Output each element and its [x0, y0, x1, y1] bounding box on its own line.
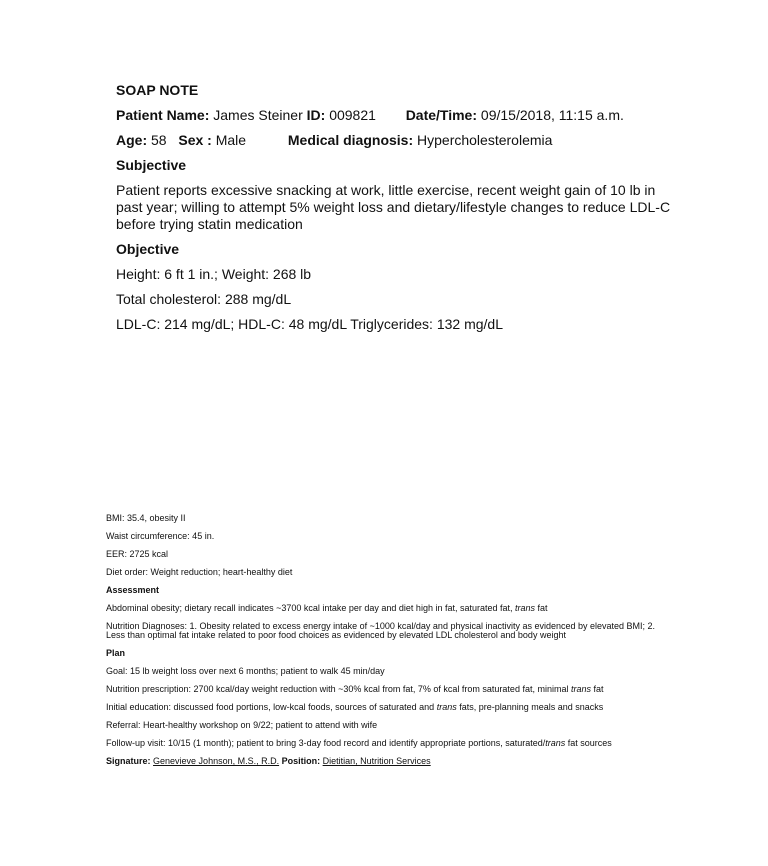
- height-weight: Height: 6 ft 1 in.; Weight: 268 lb: [116, 266, 312, 282]
- plan-heading: Plan: [106, 648, 126, 658]
- datetime-value: 09/15/2018, 11:15 a.m.: [480, 107, 624, 123]
- waist-circumference: Waist circumference: 45 in.: [106, 531, 215, 541]
- sex-label: Sex :: [178, 132, 212, 148]
- subjective-heading: Subjective: [116, 157, 187, 173]
- signature-row: [106, 757, 656, 766]
- diet-order: Diet order: Weight reduction; heart-healthy diet: [106, 567, 293, 577]
- nutrition-diagnoses: Nutrition Diagnoses: 1. Obesity related to excess energy intake of ~1000 kcal/day and physical inactivity as evidenced by elevated BMI; 2. Less than optimal fat intake related to poor food choices as evidenced by elevated LDL cholesterol and body weight: [106, 621, 656, 640]
- bmi: BMI: 35.4, obesity II: [106, 513, 186, 523]
- nutrition-prescription: Nutrition prescription: 2700 kcal/day weight reduction with ~30% kcal from fat, 7% of kcal from saturated fat, minimal trans fat: [106, 684, 604, 694]
- patient-name-label: Patient Name:: [116, 107, 210, 123]
- soap-note-lower: [106, 514, 656, 775]
- sex-value: Male: [215, 132, 247, 148]
- dietary-recall: Abdominal obesity; dietary recall indicates ~3700 kcal intake per day and diet high in fat, saturated fat, trans fat: [106, 603, 548, 613]
- age-value: 58: [151, 132, 167, 148]
- datetime-label: Date/Time:: [405, 107, 478, 123]
- page-title: SOAP NOTE: [116, 82, 199, 98]
- patient-demographics-row: [116, 132, 676, 149]
- goal: Goal: 15 lb weight loss over next 6 months; patient to walk 45 min/day: [106, 666, 385, 676]
- signature-name: Genevieve Johnson, M.S., R.D.: [153, 756, 280, 766]
- subjective-text: Patient reports excessive snacking at work, little exercise, recent weight gain of 10 lb in past year; willing to attempt 5% weight loss and dietary/lifestyle changes to reduce LDL-C before trying statin medication: [116, 182, 671, 232]
- total-cholesterol: Total cholesterol: 288 mg/dL: [116, 291, 292, 307]
- lipid-panel: LDL-C: 214 mg/dL; HDL-C: 48 mg/dL Triglycerides: 132 mg/dL: [116, 316, 503, 332]
- position-value: Dietitian, Nutrition Services: [322, 756, 431, 766]
- soap-note-upper: [116, 82, 676, 341]
- patient-id-label: ID:: [306, 107, 326, 123]
- referral: Referral: Heart-healthy workshop on 9/22; patient to attend with wife: [106, 720, 378, 730]
- initial-education: Initial education: discussed food portions, low-kcal foods, sources of saturated and trans fats, pre-planning meals and snacks: [106, 702, 604, 712]
- position-label: Position:: [281, 756, 321, 766]
- follow-up-visit: Follow-up visit: 10/15 (1 month); patient to bring 3-day food record and identify appropriate portions, saturated/trans fat sources: [106, 738, 612, 748]
- diagnosis-label: Medical diagnosis:: [287, 132, 414, 148]
- assessment-heading: Assessment: [106, 585, 160, 595]
- patient-name: James Steiner: [213, 107, 303, 123]
- objective-heading: Objective: [116, 241, 180, 257]
- diagnosis-value: Hypercholesterolemia: [417, 132, 553, 148]
- patient-id: 009821: [329, 107, 376, 123]
- age-label: Age:: [116, 132, 148, 148]
- signature-label: Signature:: [106, 756, 151, 766]
- patient-info-row: [116, 107, 676, 124]
- eer: EER: 2725 kcal: [106, 549, 169, 559]
